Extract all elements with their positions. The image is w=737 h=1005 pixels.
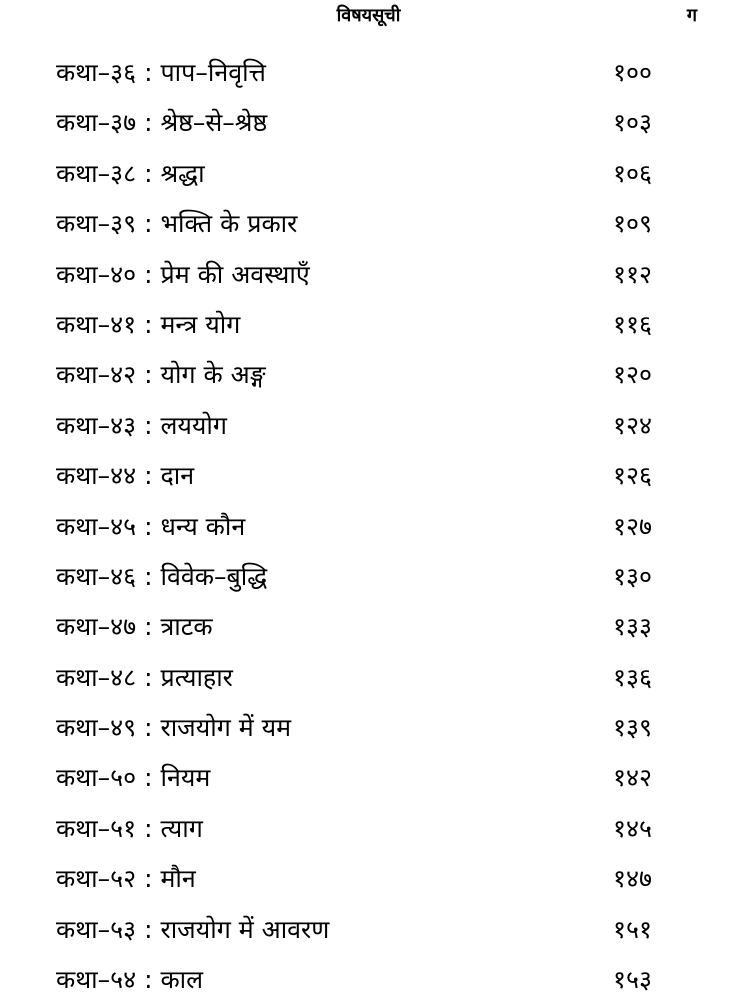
toc-entry-page: १२७ [613, 511, 653, 541]
toc-entry-page: १०३ [613, 108, 653, 138]
toc-entry [0, 854, 737, 904]
toc-entry-title: कथा–३७ : श्रेष्ठ–से–श्रेष्ठ [56, 108, 268, 138]
toc-entry-title: कथा–३६ : पाप–निवृत्ति [56, 58, 266, 87]
toc-entry [0, 149, 737, 199]
toc-entry-page: १४२ [613, 763, 653, 793]
page-header-title: विषयसूची [336, 5, 401, 26]
toc-entry [0, 552, 737, 602]
toc-entry [0, 48, 737, 98]
toc-entry-title: कथा–४३ : लययोग [56, 410, 227, 440]
toc-entry-page: १२० [613, 360, 653, 390]
toc-entry [0, 451, 737, 501]
toc-entry-title: कथा–४९ : राजयोग में यम [56, 713, 292, 743]
toc-entry-page: १०६ [613, 158, 653, 188]
toc-entry-title: कथा–३८ : श्रद्धा [56, 158, 205, 188]
toc-entry [0, 502, 737, 552]
toc-entry-page: ११२ [613, 259, 653, 289]
toc-entry-title: कथा–४५ : धन्य कौन [56, 511, 246, 541]
toc-entry-title: कथा–४८ : प्रत्याहार [56, 662, 233, 692]
toc-entry-title: कथा–५३ : राजयोग में आवरण [56, 914, 330, 944]
toc-entry-page: १३० [613, 561, 653, 591]
toc-entry-title: कथा–४६ : विवेक–बुद्धि [56, 561, 268, 591]
toc-entry-page: ११६ [613, 309, 653, 339]
toc-entry-page: १५१ [613, 914, 653, 944]
toc-entry-title: कथा–५० : नियम [56, 763, 211, 793]
toc-entry-page: १४५ [613, 813, 653, 843]
toc-entry-page: १३९ [613, 713, 653, 743]
toc-entry-title: कथा–४० : प्रेम की अवस्थाएँ [56, 259, 310, 289]
toc-entry [0, 804, 737, 854]
toc-entry-page: १०० [613, 58, 653, 87]
toc-entry [0, 753, 737, 803]
toc-entry-page: १२४ [613, 410, 653, 440]
toc-entry-page: १५३ [613, 965, 653, 995]
toc-entry-page: १०९ [613, 209, 653, 239]
toc-entry [0, 250, 737, 300]
toc-entry [0, 350, 737, 400]
toc-entry-page: १२६ [613, 461, 653, 491]
toc-entry [0, 905, 737, 955]
toc-entry [0, 653, 737, 703]
toc-entry-page: १४७ [613, 864, 653, 894]
toc-entry-page: १३३ [613, 612, 653, 642]
toc-entry-title: कथा–३९ : भक्ति के प्रकार [56, 209, 298, 239]
toc-entry [0, 703, 737, 753]
toc-entry-title: कथा–४४ : दान [56, 461, 195, 491]
page-header-marker: ग [686, 5, 697, 26]
toc-entry-title: कथा–५२ : मौन [56, 864, 196, 894]
toc-entry [0, 98, 737, 148]
table-of-contents [0, 48, 737, 1005]
toc-entry-title: कथा–४२ : योग के अङ्ग [56, 360, 266, 390]
toc-entry [0, 602, 737, 652]
toc-entry-page: १३६ [613, 662, 653, 692]
toc-entry [0, 199, 737, 249]
toc-entry-title: कथा–५४ : काल [56, 965, 204, 995]
toc-entry-title: कथा–४१ : मन्त्र योग [56, 309, 241, 339]
toc-entry [0, 955, 737, 1005]
toc-entry-title: कथा–५१ : त्याग [56, 813, 203, 843]
toc-entry [0, 300, 737, 350]
toc-entry [0, 401, 737, 451]
toc-entry-title: कथा–४७ : त्राटक [56, 612, 213, 642]
